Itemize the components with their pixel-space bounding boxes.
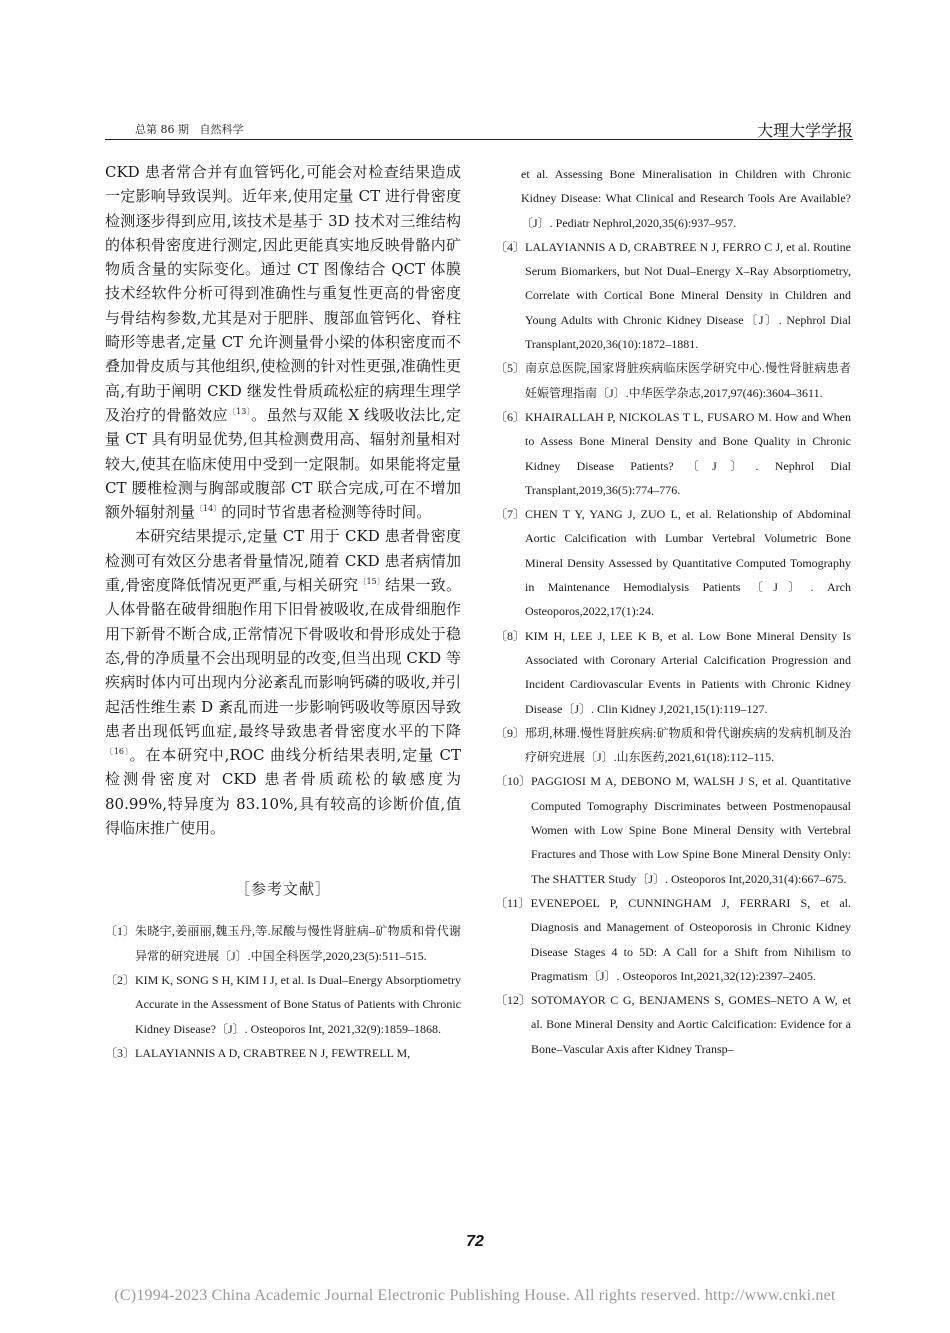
reference-text: SOTOMAYOR C G, BENJAMENS S, GOMES–NETO A W, et al. Bone Mineral Density and Aortic Calcification: Evidence for a Bone–Vascular Axis after Kidney Transp– bbox=[531, 993, 851, 1056]
reference-number: 〔8〕 bbox=[495, 628, 526, 643]
reference-text: 邢玥,林珊.慢性肾脏疾病:矿物质和骨代谢疾病的发病机制及治疗研究进展〔J〕.山东医药,2021,61(18):112–115. bbox=[525, 725, 851, 765]
reference-item bbox=[495, 356, 851, 405]
reference-item bbox=[495, 235, 851, 356]
reference-text: EVENEPOEL P, CUNNINGHAM J, FERRARI S, et al. Diagnosis and Management of Osteoporosis in Chronic Kidney Disease Stages 4 to 5D: A Call for a Shift from Nihilism to Pragmatism〔J〕. Osteoporos Int,2021,32(12):2397–2405. bbox=[530, 895, 851, 983]
paragraph-text: 。虽然与双能 X 线吸收法比,定量 CT 具有明显优势,但其检测费用高、辐射剂量相对较大,使其在临床使用中受到一定限制。如果能将定量 CT 腰椎检测与胸部或腹部 CT 联合完成,可在不增加额外辐射剂量 bbox=[105, 405, 461, 522]
reference-item bbox=[105, 919, 461, 968]
reference-item-continued bbox=[495, 162, 851, 235]
header-divider bbox=[105, 139, 853, 140]
reference-item bbox=[495, 769, 851, 890]
reference-item bbox=[495, 502, 851, 623]
reference-item bbox=[495, 988, 851, 1061]
reference-text: KHAIRALLAH P, NICKOLAS T L, FUSARO M. How and When to Assess Bone Mineral Density and Bone Quality in Chronic Kidney Disease Patients?〔J〕. Nephrol Dial Transplant,2019,36(5):774–776. bbox=[525, 409, 851, 497]
reference-item bbox=[495, 624, 851, 721]
reference-text: LALAYIANNIS A D, CRABTREE N J, FERRO C J, et al. Routine Serum Biomarkers, but Not Dual–Energy X–Ray Absorptiometry, Correlate with Cortical Bone Mineral Density in Children and Young Adults with Chronic Kidney Disease〔J〕. Nephrol Dial Transplant,2020,36(10):1872–1881. bbox=[525, 239, 851, 352]
page-number: 72 bbox=[466, 1233, 484, 1250]
reference-text: PAGGIOSI M A, DEBONO M, WALSH J S, et al. Quantitative Computed Tomography Discriminates between Postmenopausal Women with Low Spine Bone Mineral Density with Vertebral Fractures and Those with Low Spine Bone Mineral Density Only: The SHATTER Study〔J〕. Osteoporos Int,2020,31(4):667–675. bbox=[531, 774, 851, 886]
reference-number: 〔11〕 bbox=[495, 895, 531, 910]
reference-text: KIM H, LEE J, LEE K B, et al. Low Bone Mineral Density Is Associated with Coronary Arterial Calcification Progression and Incident Cardiovascular Events in Patients with Chronic Kidney Disease〔J〕. Clin Kidney J,2021,15(1):119–127. bbox=[525, 628, 851, 716]
running-header-journal: 大理大学学报 bbox=[756, 121, 853, 140]
paragraph-text: 本研究结果提示,定量 CT 用于 CKD 患者骨密度检测可有效区分患者骨量情况,随着 CKD 患者病情加重,骨密度降低情况更严重,与相关研究 bbox=[105, 527, 461, 595]
reference-text: LALAYIANNIS A D, CRABTREE N J, FEWTRELL M, bbox=[135, 1045, 411, 1060]
citation-15: 〔15〕 bbox=[358, 577, 386, 587]
reference-number: 〔2〕 bbox=[105, 972, 136, 987]
reference-text: et al. Assessing Bone Mineralisation in Children with Chronic Kidney Disease: What Clinical and Research Tools Are Available?〔J〕. Pediatr Nephrol,2020,35(6):937–957. bbox=[521, 167, 851, 230]
reference-number: 〔9〕 bbox=[495, 725, 526, 740]
reference-number: 〔3〕 bbox=[105, 1045, 136, 1060]
paragraph-text: 。在本研究中,ROC 曲线分析结果表明,定量 CT 检测骨密度对 CKD 患者骨质疏松的敏感度为 80.99%,特异度为 83.10%,具有较高的诊断价值,值得临床推广使用。 bbox=[105, 746, 462, 838]
citation-16: 〔16〕 bbox=[105, 747, 130, 757]
copyright-footer: (C)1994-2023 China Academic Journal Electronic Publishing House. All rights reserved. http://www.cnki.net bbox=[114, 1287, 836, 1304]
reference-number: 〔10〕 bbox=[495, 774, 532, 789]
paragraph-text: 的同时节省患者检测等待时间。 bbox=[221, 503, 432, 522]
citation-13: 〔13〕 bbox=[227, 406, 252, 416]
running-header-issue: 总第 86 期 自然科学 bbox=[135, 123, 244, 136]
reference-number: 〔4〕 bbox=[495, 239, 526, 254]
reference-item bbox=[105, 968, 461, 1041]
paragraph-text: CKD 患者常合并有血管钙化,可能会对检查结果造成一定影响导致误判。近年来,使用定量 CT 进行骨密度检测逐步得到应用,该技术是基于 3D 技术对三维结构的体积骨密度进行测定,因此更能真实地反映骨骼内矿物质含量的实际变化。通过 CT 图像结合 QCT 体膜技术经软件分析可得到准确性与重复性更高的骨密度与骨结构参数,尤其是对于肥胖、腹部血管钙化、脊柱畸形等患者,定量 CT 允许测量骨小梁的体积密度而不叠加骨皮质与其他组织,使检测的针对性更强,准确性更高,有助于阐明 CKD 继发性骨质疏松症的病理生理学及治疗的骨骼效应 bbox=[105, 163, 461, 424]
reference-item bbox=[495, 891, 851, 988]
reference-text: 朱晓宇,姜丽丽,魏玉丹,等.尿酸与慢性肾脏病–矿物质和骨代谢异常的研究进展〔J〕.中国全科医学,2020,23(5):511–515. bbox=[135, 924, 461, 963]
body-paragraph-1 bbox=[105, 160, 461, 524]
reference-number: 〔1〕 bbox=[105, 924, 136, 939]
reference-number: 〔6〕 bbox=[495, 409, 526, 424]
reference-text: CHEN T Y, YANG J, ZUO L, et al. Relationship of Abdominal Aortic Calcification with Lumbar Vertebral Volumetric Bone Mineral Density Assessed by Quantitative Computed Tomography in Maintenance Hemodialysis Patients〔J〕. Arch Osteoporos,2022,17(1):24. bbox=[525, 507, 851, 619]
reference-item bbox=[495, 721, 851, 770]
body-paragraph-2 bbox=[105, 524, 461, 840]
reference-text: 南京总医院,国家肾脏疾病临床医学研究中心.慢性肾脏病患者妊娠管理指南〔J〕.中华医学杂志,2017,97(46):3604–3611. bbox=[525, 361, 851, 400]
reference-text: KIM K, SONG S H, KIM I J, et al. Is Dual–Energy Absorptiometry Accurate in the Assessment of Bone Status of Patients with Chronic Kidney Disease?〔J〕. Osteoporos Int, 2021,32(9):1859–1868. bbox=[135, 972, 461, 1036]
references-heading: ［参考文献］ bbox=[234, 880, 331, 899]
reference-item bbox=[105, 1041, 461, 1065]
reference-number: 〔12〕 bbox=[495, 993, 532, 1008]
reference-item bbox=[495, 405, 851, 502]
right-column bbox=[495, 162, 851, 1061]
paragraph-text: 结果一致。人体骨骼在破骨细胞作用下旧骨被吸收,在成骨细胞作用下新骨不断合成,正常情况下骨吸收和骨形成处于稳态,骨的净质量不会出现明显的改变,但当出现 CKD 等疾病时体内可出现内分泌紊乱而影响钙磷的吸收,并引起活性维生素 D 紊乱而进一步影响钙吸收等原因导致患者出现低钙血症,最终导致患者骨密度水平的下降 bbox=[105, 576, 461, 740]
left-column bbox=[105, 160, 461, 1065]
reference-number: 〔5〕 bbox=[495, 361, 526, 376]
citation-14: 〔14〕 bbox=[195, 504, 222, 514]
reference-number: 〔7〕 bbox=[495, 507, 526, 522]
